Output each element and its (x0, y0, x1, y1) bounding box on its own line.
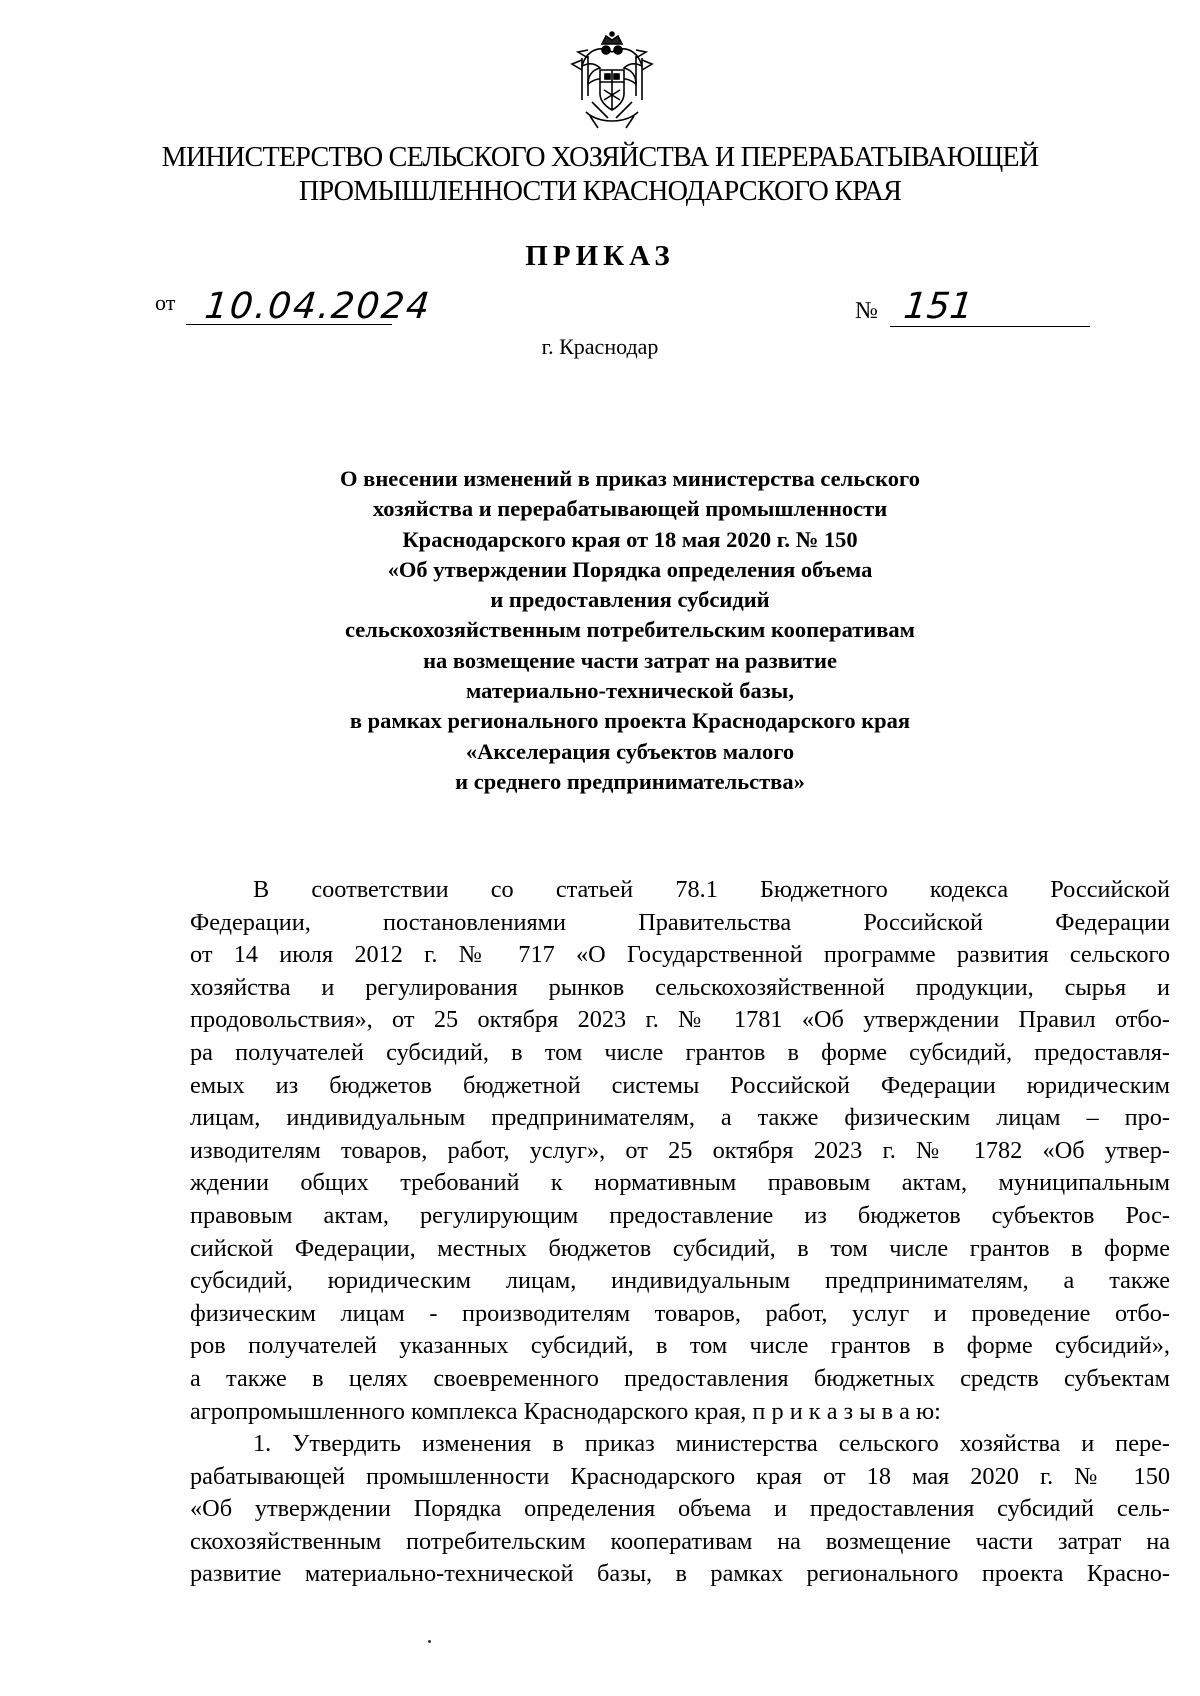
body-line: емых из бюджетов бюджетной системы Российской Федерации юридическим (190, 1071, 1170, 1099)
body-line: агропромышленного комплекса Краснодарского края, п р и к а з ы в а ю: (190, 1397, 941, 1425)
number-label: № (855, 298, 878, 324)
date-prefix: от (155, 290, 176, 315)
body-line: рабатывающей промышленности Краснодарского края от 18 мая 2020 г. № 150 (190, 1462, 1170, 1490)
subject-line: сельскохозяйственным потребительским кооперативам (345, 617, 915, 643)
body-line: физическим лицам - производителям товаров, работ, услуг и проведение отбо- (190, 1299, 1170, 1327)
subject-line: Краснодарского края от 18 мая 2020 г. № 150 (402, 526, 858, 552)
coat-of-arms-icon (568, 30, 656, 130)
body-line: Федерации, постановлениями Правительства Российской Федерации (190, 908, 1170, 936)
body-line: субсидий, юридическим лицам, индивидуальным предпринимателям, а также (190, 1267, 1170, 1295)
body-line: лицам, индивидуальным предпринимателям, а также физическим лицам – про- (190, 1104, 1170, 1132)
subject-line: и среднего предпринимательства» (455, 768, 805, 794)
body-line: В соответствии со статьей 78.1 Бюджетного кодекса Российской (253, 876, 1170, 903)
body-line: от 14 июля 2012 г. № 717 «О Государственной программе развития сельского (190, 941, 1170, 969)
subject-line: хозяйства и перерабатывающей промышленности (372, 496, 888, 522)
subject-line: в рамках регионального проекта Краснодарского края (349, 708, 911, 734)
body-line: продовольствия», от 25 октября 2023 г. № 1781 «Об утверждении Правил отбо- (190, 1006, 1170, 1034)
order-subject (250, 464, 1010, 797)
ministry-name (115, 140, 1085, 208)
body-line: ров получателей указанных субсидий, в том числе грантов в форме субсидий», (190, 1332, 1170, 1360)
subject-line: на возмещение части затрат на развитие (423, 647, 837, 673)
order-title: ПРИКАЗ (525, 240, 675, 272)
order-body (190, 874, 1170, 1591)
body-line: а также в целях своевременного предоставления бюджетных средств субъектам (190, 1364, 1170, 1392)
handwritten-number: 151 (901, 286, 975, 327)
body-line: «Об утверждении Порядка определения объема и предоставления субсидий сель- (190, 1495, 1170, 1523)
body-line: 1. Утвердить изменения в приказ министерства сельского хозяйства и пере- (253, 1430, 1170, 1458)
subject-line: О внесении изменений в приказ министерства сельского (340, 466, 920, 491)
handwritten-date: 10.04.2024 (202, 286, 434, 327)
body-line: ждении общих требований к нормативным правовым актам, муниципальным (190, 1169, 1170, 1197)
subject-line: и предоставления субсидий (490, 587, 770, 613)
subject-line: «Акселерация субъектов малого (465, 738, 795, 764)
subject-line: «Об утверждении Порядка определения объема (387, 556, 873, 582)
body-line: развитие материально-технической базы, в рамках регионального проекта Красно- (190, 1560, 1170, 1588)
body-line: сийской Федерации, местных бюджетов субсидий, в том числе грантов в форме (190, 1234, 1170, 1262)
subject-line: материально-технической базы, (466, 678, 794, 704)
body-line: ра получателей субсидий, в том числе грантов в форме субсидий, предоставля- (190, 1038, 1170, 1066)
body-line: правовым актам, регулирующим предоставление из бюджетов субъектов Рос- (190, 1201, 1170, 1229)
ministry-name-line2: ПРОМЫШЛЕННОСТИ КРАСНОДАРСКОГО КРАЯ (298, 175, 902, 207)
body-line: скохозяйственным потребительским кооперативам на возмещение части затрат на (190, 1527, 1170, 1555)
body-line: хозяйства и регулирования рынков сельскохозяйственной продукции, сырья и (190, 973, 1170, 1001)
ministry-name-line1: МИНИСТЕРСТВО СЕЛЬСКОГО ХОЗЯЙСТВА И ПЕРЕРАБАТЫВАЮЩЕЙ (161, 141, 1039, 173)
scan-speck (428, 1640, 431, 1643)
city: г. Краснодар (541, 334, 659, 359)
body-line: изводителям товаров, работ, услуг», от 25 октября 2023 г. № 1782 «Об утвер- (190, 1136, 1170, 1164)
